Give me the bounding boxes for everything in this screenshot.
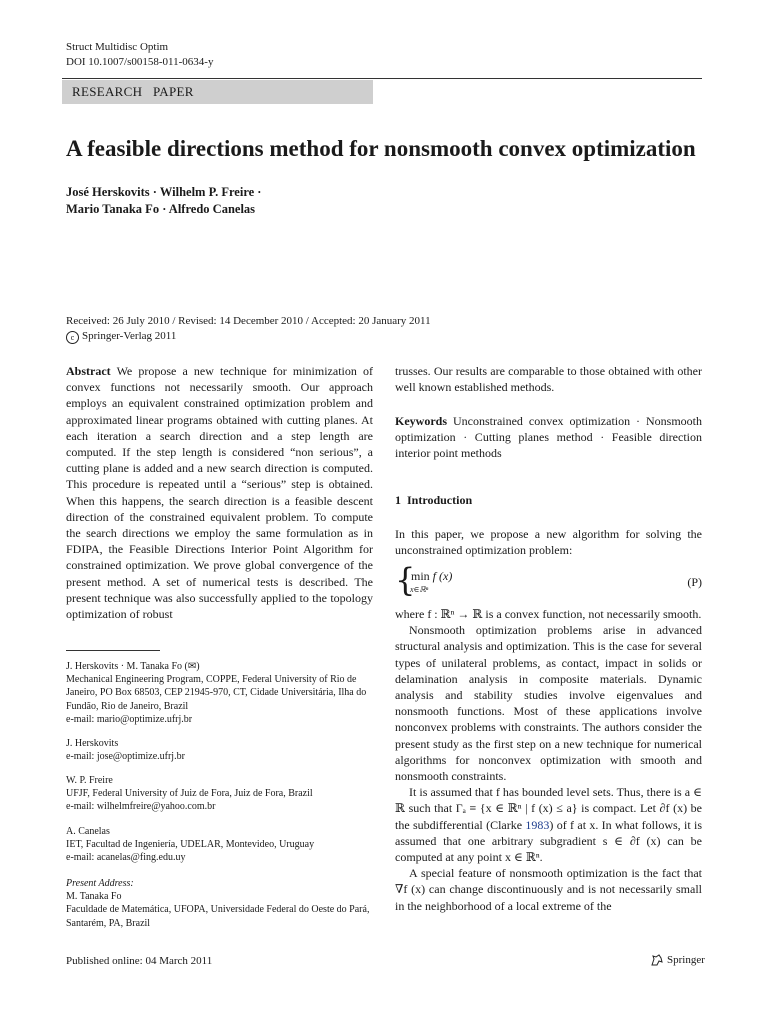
doi: DOI 10.1007/s00158-011-0634-y bbox=[66, 56, 214, 68]
equation-body bbox=[411, 569, 452, 584]
history-dates bbox=[66, 314, 666, 344]
affiliation-email[interactable]: e-mail: jose@optimize.ufrj.br bbox=[66, 751, 185, 763]
intro-where: where f : ℝⁿ → ℝ is a convex function, not necessarily smooth. bbox=[395, 607, 702, 621]
journal-header bbox=[66, 40, 213, 70]
affiliation-email[interactable]: e-mail: mario@optimize.ufrj.br bbox=[66, 713, 193, 725]
affiliation-email[interactable]: e-mail: acanelas@fing.edu.uy bbox=[66, 852, 186, 864]
abstract-continued: trusses. Our results are comparable to those obtained with other well known established methods. bbox=[395, 364, 702, 395]
author-line-2: Mario Tanaka Fo · Alfredo Canelas bbox=[66, 202, 256, 216]
publisher-name: Springer bbox=[667, 954, 705, 966]
article-type: RESEARCH PAPER bbox=[72, 84, 194, 99]
keywords-text: Unconstrained convex optimization · Nonsmooth optimization · Cutting planes method · Feasible direction interior point methods bbox=[395, 414, 703, 461]
intro-body bbox=[395, 606, 702, 914]
paper-title: A feasible directions method for nonsmooth convex optimization bbox=[66, 136, 696, 161]
affiliation-authors: M. Tanaka Fo bbox=[66, 891, 122, 903]
equation-subscript: x∈ℝⁿ bbox=[410, 585, 429, 594]
affiliation-address: Faculdade de Matemática, UFOPA, Universidade Federal do Oeste do Pará, Santarém, PA, Brazil bbox=[66, 904, 370, 929]
copyright-icon: c bbox=[66, 331, 79, 344]
intro-paragraph-4: A special feature of nonsmooth optimization is the fact that ∇f (x) can change discontinuously and is not necessarily small in the neighborhood of a local extreme of the bbox=[395, 866, 702, 913]
affiliation-1 bbox=[66, 660, 376, 726]
equation-min: min bbox=[411, 569, 430, 583]
affiliation-email[interactable]: e-mail: wilhelmfreire@yahoo.com.br bbox=[66, 801, 216, 813]
published-date: Published online: 04 March 2011 bbox=[66, 955, 213, 967]
copyright bbox=[66, 329, 666, 344]
article-type-banner bbox=[62, 80, 373, 104]
affiliation-4 bbox=[66, 825, 376, 865]
affiliation-5 bbox=[66, 877, 376, 930]
copyright-text: Springer-Verlag 2011 bbox=[82, 330, 177, 342]
equation-p bbox=[395, 561, 702, 602]
affiliation-2 bbox=[66, 737, 376, 763]
intro-paragraph-3 bbox=[395, 784, 702, 865]
intro-paragraph-1: In this paper, we propose a new algorithm for solving the unconstrained optimization problem: bbox=[395, 527, 702, 558]
citation-link[interactable]: 1983 bbox=[525, 817, 550, 832]
equation-label: (P) bbox=[687, 575, 702, 589]
affiliation-authors: J. Herskovits · M. Tanaka Fo (✉) bbox=[66, 661, 200, 672]
author-list bbox=[66, 184, 466, 218]
affiliation-address: IET, Facultad de Ingeniería, UDELAR, Montevideo, Uruguay bbox=[66, 839, 315, 851]
intro-paragraph-2: Nonsmooth optimization problems arise in advanced structural analysis and optimization. This is the case for several types of unilateral problems, as contact, impact in solids or delamination analysis in composite materials. Dynamic analysis and stability studies involve eigenvalues and nonsmooth functions. Most of these applications involve nonconvex problems with constraints. The authors consider the present study as the first step on a new technique for numerical algorithms for nonconvex optimization with smooth and nonsmooth constraints. bbox=[395, 623, 702, 784]
intro-p3-start: It is assumed that f has bounded level sets. Thus, there is a ∈ ℝ such that Γₐ ≡ {x ∈ ℝⁿ | f (x) ≤ a} is compact. Let ∂f (x) be the subdifferential (Clarke bbox=[395, 785, 702, 832]
section-heading: 1 Introduction bbox=[395, 493, 473, 507]
keywords bbox=[395, 413, 702, 462]
keywords-label: Keywords bbox=[395, 414, 447, 428]
affiliation-address: UFJF, Federal University of Juiz de Fora, Juiz de Fora, Brazil bbox=[66, 788, 313, 800]
abstract bbox=[66, 363, 373, 622]
abstract-text: We propose a new technique for minimization of convex functions not necessarily smooth. Our approach employs an equivalent constrained optimization problem and approximated linear programs obtained with cutting planes. At each iteration a search direction and a step length are computed. If the step length is considered “non serious”, a cutting plane is added and a new search direction is computed. This procedure is repeated until a “serious” step is obtained. When this happens, the search direction is a feasible descent direction of the constrained equivalent problem. To compute the search directions we employ the same formulation as in FDIPA, the Feasible Directions Interior Point Algorithm for constrained optimization. We prove global convergence of the present method. A set of numerical tests is described. The present technique was also successfully applied to the topology optimization of robust bbox=[66, 364, 373, 622]
present-address-label: Present Address: bbox=[66, 878, 134, 889]
affiliation-authors: J. Herskovits bbox=[66, 738, 119, 749]
affiliation-3 bbox=[66, 774, 376, 814]
journal-name: Struct Multidisc Optim bbox=[66, 41, 169, 53]
springer-horse-icon bbox=[650, 953, 664, 967]
brace-symbol: { bbox=[395, 561, 416, 599]
affiliation-address: Mechanical Engineering Program, COPPE, Federal University of Rio de Janeiro, PO Box 68503, CEP 21945-970, CT, Cidade Universitária, Ilha do Fundão, Rio de Janeiro, Brazil bbox=[66, 674, 367, 712]
affiliation-authors: A. Canelas bbox=[66, 826, 110, 837]
received-dates: Received: 26 July 2010 / Revised: 14 December 2010 / Accepted: 20 January 2011 bbox=[66, 315, 431, 327]
affiliation-rule bbox=[66, 650, 160, 651]
equation-function: f (x) bbox=[432, 569, 453, 583]
author-line-1: José Herskovits · Wilhelm P. Freire · bbox=[66, 185, 262, 199]
abstract-label: Abstract bbox=[66, 364, 111, 378]
intro-p3-end: ) of f at x. In what follows, it is assumed that one arbitrary subgradient s ∈ ∂f (x) can be computed at any point x ∈ ℝⁿ. bbox=[395, 817, 702, 865]
publisher-logo bbox=[650, 953, 705, 967]
affiliation-authors: W. P. Freire bbox=[66, 775, 113, 786]
header-rule bbox=[62, 78, 702, 79]
